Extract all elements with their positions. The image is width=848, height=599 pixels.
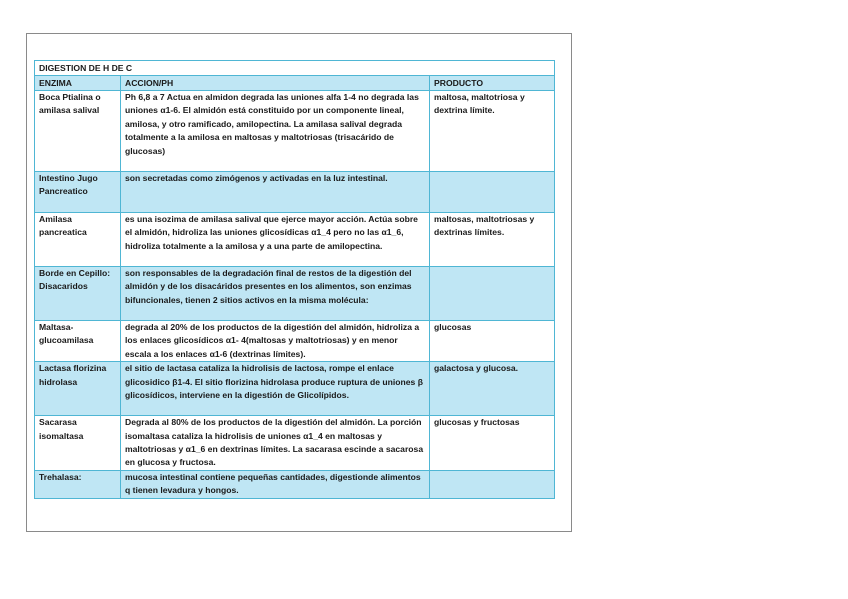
- table-row: [35, 416, 555, 471]
- table-row: [35, 213, 555, 267]
- header-producto: PRODUCTO: [430, 76, 555, 91]
- table-row: [35, 172, 555, 213]
- cell-accion: degrada al 20% de los productos de la digestión del almidón, hidroliza a los enlaces glicosídicos α1- 4(maltosas y maltotriosas) y en menor escala a los enlaces α1-6 (dextrinas límites).: [121, 321, 430, 362]
- table-row: [35, 470, 555, 498]
- cell-enzima: Trehalasa:: [35, 470, 121, 498]
- cell-producto: [430, 470, 555, 498]
- cell-producto: glucosas: [430, 321, 555, 362]
- table-title: DIGESTION DE H DE C: [35, 61, 555, 76]
- cell-accion: son secretadas como zimógenos y activadas en la luz intestinal.: [121, 172, 430, 213]
- cell-enzima: Boca Ptialina o amilasa salival: [35, 91, 121, 172]
- cell-accion: el sitio de lactasa cataliza la hidrolisis de lactosa, rompe el enlace glicosidico β1-4. El sitio florizina hidrolasa produce ruptura de uniones β glicosídicos, interviene en la digestión de Glicolípidos.: [121, 362, 430, 416]
- cell-producto: maltosa, maltotriosa y dextrina límite.: [430, 91, 555, 172]
- cell-enzima: Maltasa-glucoamilasa: [35, 321, 121, 362]
- header-enzima: ENZIMA: [35, 76, 121, 91]
- cell-enzima: Intestino Jugo Pancreatico: [35, 172, 121, 213]
- table-title-row: [35, 61, 555, 76]
- table-row: [35, 362, 555, 416]
- table-row: [35, 91, 555, 172]
- cell-enzima: Lactasa florizina hidrolasa: [35, 362, 121, 416]
- cell-accion: son responsables de la degradación final de restos de la digestión del almidón y de los disacáridos presentes en los alimentos, son enzimas bifuncionales, tienen 2 sitios activos en la misma molécula:: [121, 267, 430, 321]
- cell-enzima: Amilasa pancreatica: [35, 213, 121, 267]
- cell-producto: maltosas, maltotriosas y dextrinas límites.: [430, 213, 555, 267]
- cell-accion: Degrada al 80% de los productos de la digestión del almidón. La porción isomaltasa cataliza la hidrolisis de uniones α1_4 en maltosas y maltotriosas y α1_6 en dextrinas límites. La sacarasa escinde a sacarosa en glucosa y fructosa.: [121, 416, 430, 471]
- header-accion: ACCION/PH: [121, 76, 430, 91]
- cell-producto: [430, 172, 555, 213]
- cell-producto: [430, 267, 555, 321]
- table-row: [35, 321, 555, 362]
- cell-enzima: Sacarasa isomaltasa: [35, 416, 121, 471]
- cell-accion: Ph 6,8 a 7 Actua en almidon degrada las uniones alfa 1-4 no degrada las uniones α1-6. El almidón está constituido por un componente lineal, amilosa, y otro ramificado, amilopectina. La amilasa salival degrada totalmente a la amilosa en maltosas y maltotriosas (trisacárido de glucosas): [121, 91, 430, 172]
- cell-accion: mucosa intestinal contiene pequeñas cantidades, digestionde alimentos q tienen levadura y hongos.: [121, 470, 430, 498]
- table-row: [35, 267, 555, 321]
- cell-accion: es una isozima de amilasa salival que ejerce mayor acción. Actúa sobre el almidón, hidroliza las uniones glicosídicas α1_4 pero no las α1_6, hidroliza totalmente a la amilosa y a una parte de amilopectina.: [121, 213, 430, 267]
- cell-producto: galactosa y glucosa.: [430, 362, 555, 416]
- cell-enzima: Borde en Cepillo: Disacaridos: [35, 267, 121, 321]
- digestion-table: [34, 60, 555, 499]
- table-header-row: [35, 76, 555, 91]
- cell-producto: glucosas y fructosas: [430, 416, 555, 471]
